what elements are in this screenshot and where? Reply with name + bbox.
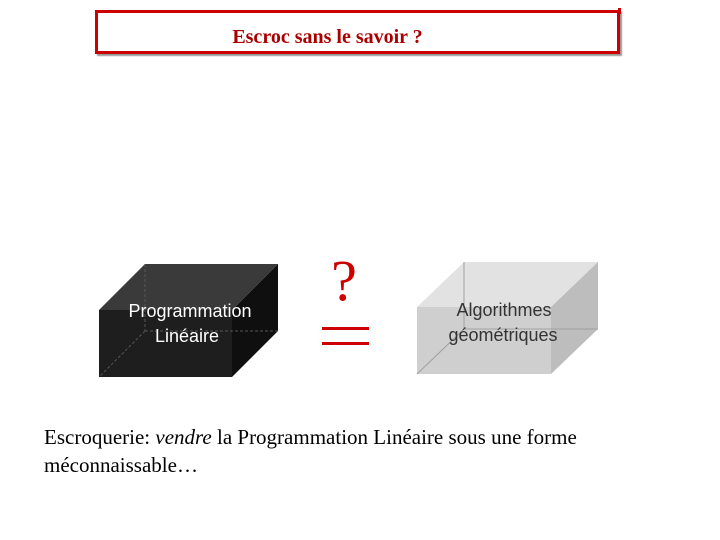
left-box	[99, 264, 278, 377]
equals-bar-top	[322, 327, 369, 330]
caption-lead: Escroquerie:	[44, 425, 156, 449]
caption	[44, 423, 684, 479]
slide-title: Escroc sans le savoir ?	[232, 26, 423, 48]
caption-rest: la Programmation Linéaire sous une forme méconnaissable…	[44, 425, 577, 477]
left-box-label-line1: Programmation	[128, 301, 252, 321]
right-box	[417, 262, 598, 374]
right-box-label-line1: Algorithmes	[456, 300, 552, 320]
right-box-label-line2: géométriques	[448, 325, 558, 345]
question-mark: ?	[331, 248, 357, 313]
caption-emphasis: vendre	[155, 425, 212, 449]
relation-symbol	[322, 248, 369, 345]
equals-bar-bottom	[322, 342, 369, 345]
left-box-label-line2: Linéaire	[154, 326, 220, 346]
